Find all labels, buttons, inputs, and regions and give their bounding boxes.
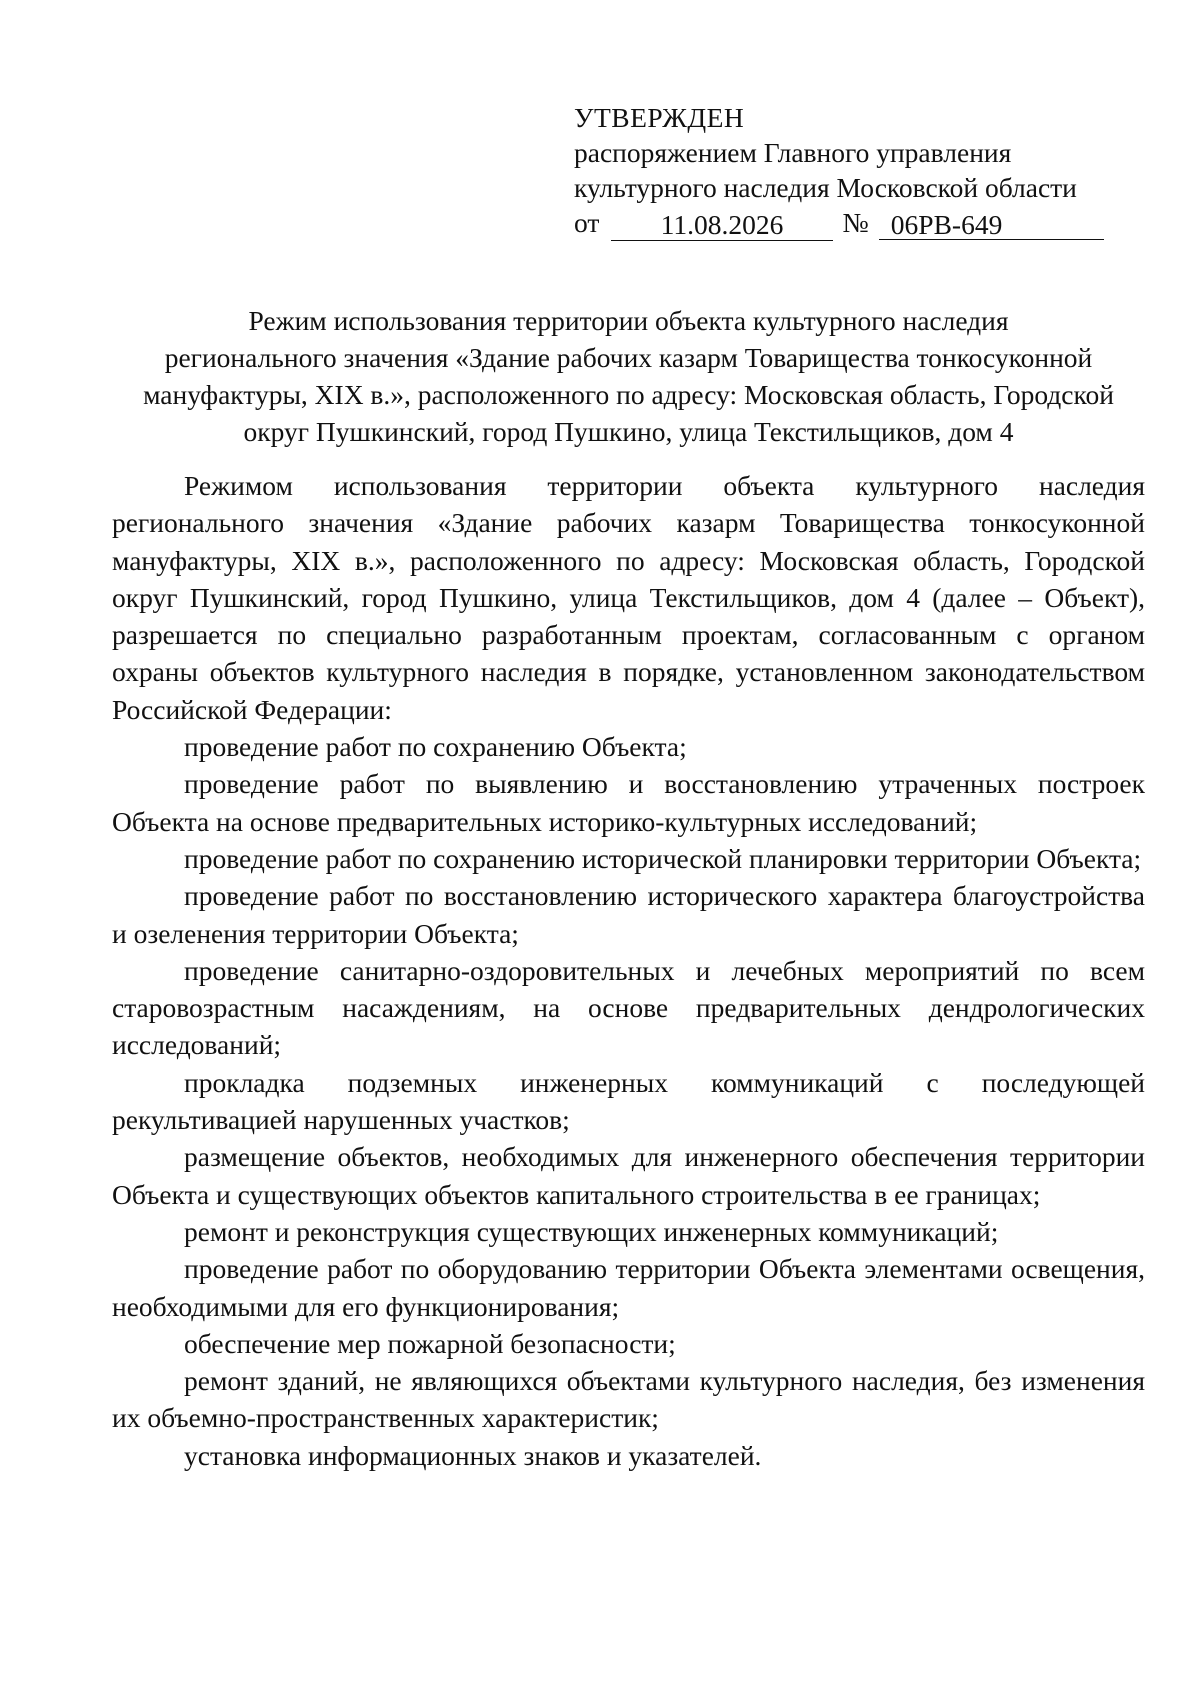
approval-date: 11.08.2026 [611, 210, 832, 241]
list-item: обеспечение мер пожарной безопасности; [184, 1327, 676, 1359]
list-item: ремонт и реконструкция существующих инженерных коммуникаций; [184, 1215, 999, 1247]
document-body [112, 467, 1145, 1474]
list-item: установка информационных знаков и указателей. [184, 1439, 762, 1471]
approval-line-2: культурного наследия Московской области [574, 172, 1077, 203]
document-title-line: регионального значения «Здание рабочих казарм Товарищества тонкосуконной [164, 342, 1093, 373]
approval-title: УТВЕРЖДЕН [574, 102, 745, 133]
approval-number: 06РВ-649 [879, 210, 1104, 240]
list-item: проведение работ по сохранению исторической планировки территории Объекта; [184, 842, 1142, 874]
approval-number-sign: № [842, 207, 869, 238]
document-title-line: Режим использования территории объекта культурного наследия [248, 305, 1009, 336]
list-item: размещение объектов, необходимых для инженерного обеспечения территории Объекта и существующих объектов капитального строительства в ее границах; [112, 1141, 1145, 1210]
list-item: проведение работ по восстановлению исторического характера благоустройства и озеленения территории Объекта; [112, 880, 1145, 949]
approval-stamp-block [574, 100, 1104, 240]
list-item: проведение работ по оборудованию территории Объекта элементами освещения, необходимыми для его функционирования; [112, 1253, 1145, 1322]
intro-paragraph: Режимом использования территории объекта культурного наследия регионального значения «Здание рабочих казарм Товарищества тонкосуконной мануфактуры, XIX в.», расположенного по адресу: Московская область, Городской округ Пушкинский, город Пушкино, улица Текстильщиков, дом 4 (далее – Объект), разрешается по специально разработанным проектам, согласованным с органом охраны объектов культурного наследия в порядке, установленном законодательством Российской Федерации: [112, 470, 1145, 725]
document-title-line: мануфактуры, XIX в.», расположенного по адресу: Московская область, Городской [143, 379, 1114, 410]
approval-line-1: распоряжением Главного управления [574, 137, 1012, 168]
document-title-line: округ Пушкинский, город Пушкино, улица Текстильщиков, дом 4 [243, 416, 1014, 447]
list-item: проведение санитарно-оздоровительных и лечебных мероприятий по всем старовозрастным насаждениям, на основе предварительных дендрологических исследований; [112, 954, 1145, 1061]
document-title [112, 302, 1145, 450]
list-item: прокладка подземных инженерных коммуникаций с последующей рекультивацией нарушенных участков; [112, 1066, 1145, 1136]
approval-date-prefix: от [574, 207, 600, 238]
approval-date-number-row [574, 205, 1104, 240]
list-item: ремонт зданий, не являющихся объектами культурного наследия, без изменения их объемно-пространственных характеристик; [112, 1365, 1145, 1434]
list-item: проведение работ по выявлению и восстановлению утраченных построек Объекта на основе предварительных историко-культурных исследований; [112, 768, 1145, 837]
list-item: проведение работ по сохранению Объекта; [184, 731, 687, 763]
